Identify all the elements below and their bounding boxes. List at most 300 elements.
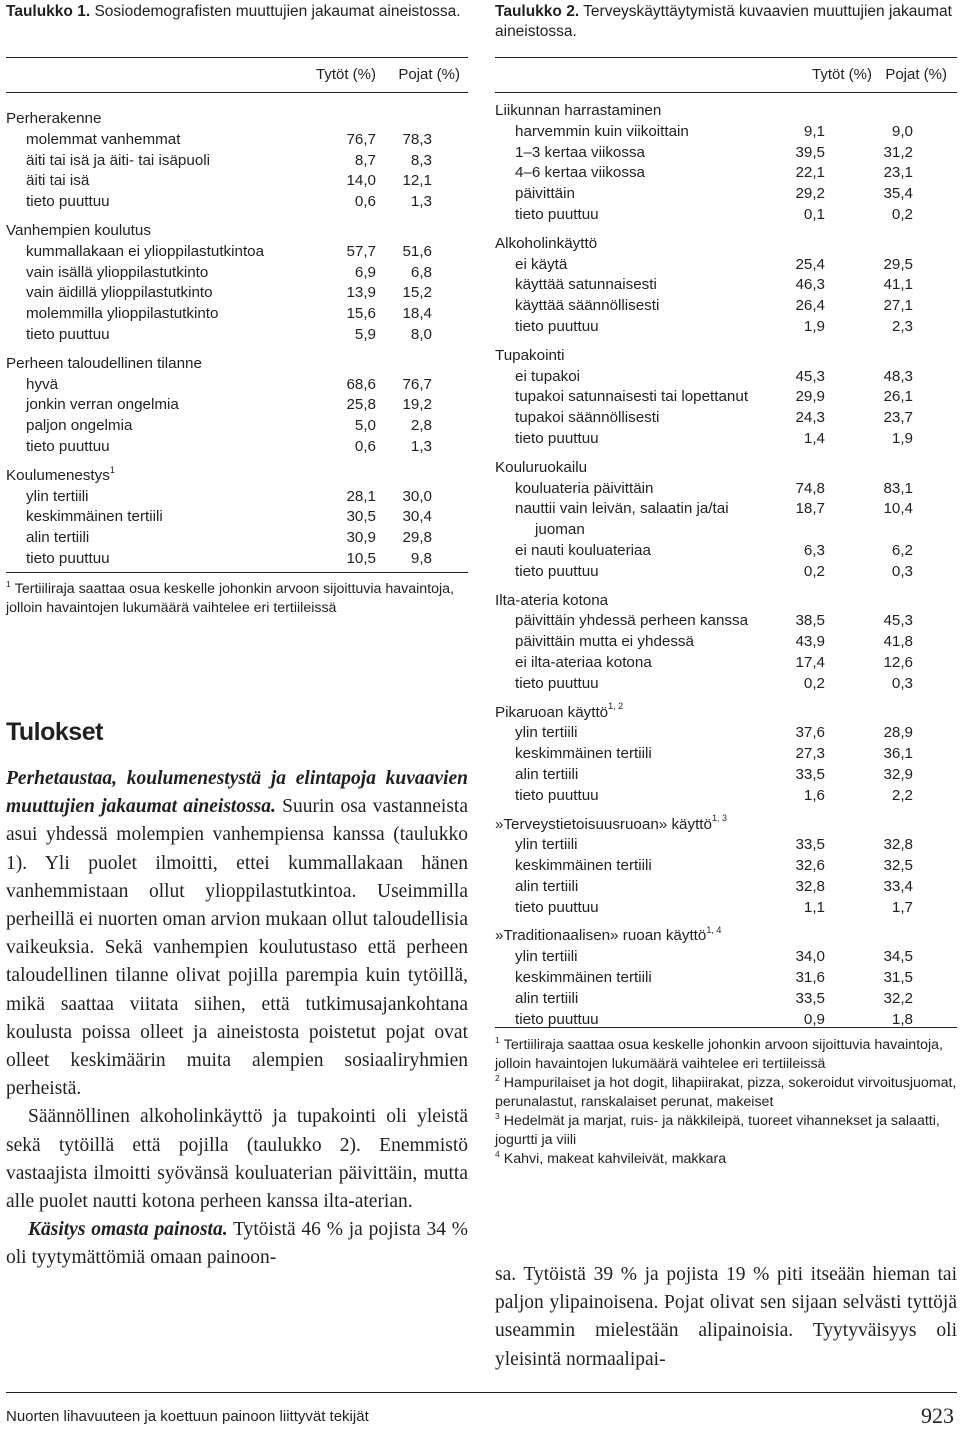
- row-label-text: tieto puuttuu: [515, 205, 599, 223]
- table-row: [6, 283, 468, 304]
- table-row: [6, 416, 468, 437]
- row-label: [6, 242, 468, 263]
- row-label: [495, 674, 957, 695]
- row-label: [6, 151, 468, 172]
- boys-value: 15,2: [402, 284, 432, 302]
- girls-value: 68,6: [346, 375, 376, 393]
- boys-value: 1,9: [891, 429, 913, 447]
- girls-value: 57,7: [346, 242, 376, 260]
- boys-value: 32,5: [883, 857, 913, 875]
- boys-value: 36,1: [883, 745, 913, 763]
- footnote-text: Hampurilaiset ja hot dogit, lihapiirakat, pizza, sokeroidut virvoitusjuomat, perunalastut, ranskalaiset perunat, makeiset: [495, 1075, 957, 1110]
- girls-value: 17,4: [795, 653, 825, 671]
- table-group: [495, 703, 957, 807]
- row-label-text: ylin tertiili: [515, 724, 578, 742]
- boys-value: 51,6: [402, 242, 432, 260]
- row-label-text: 1–3 kertaa viikossa: [515, 143, 646, 161]
- table-row: [495, 653, 957, 674]
- table-row: [495, 408, 957, 429]
- footnote-mark: 4: [495, 1149, 500, 1160]
- table1-body: [6, 109, 468, 578]
- table2-caption: [495, 2, 957, 42]
- row-label-text: tupakoi satunnaisesti tai lopettanut: [515, 388, 749, 406]
- footnote-mark: 1, 3: [711, 813, 727, 824]
- row-label-text: äiti tai isä ja äiti- tai isäpuoli: [26, 151, 211, 169]
- boys-value: 0,2: [891, 205, 913, 223]
- table-group: [495, 926, 957, 1030]
- girls-value: 5,0: [354, 417, 376, 435]
- row-label-text: ei käytä: [515, 255, 568, 273]
- paragraph-3-text: Tytöistä 46 % ja pojista 34 % oli tyytymättömiä omaan painoon-: [6, 1219, 468, 1269]
- group-title: [495, 815, 957, 836]
- girls-value: 6,9: [354, 263, 376, 281]
- row-label-text: tieto puuttuu: [515, 898, 599, 916]
- row-label-text: paljon ongelmia: [26, 417, 133, 435]
- row-label: [495, 429, 957, 450]
- row-label-text: ei tupakoi: [515, 367, 581, 385]
- boys-value: 29,5: [883, 255, 913, 273]
- row-label-text: ylin tertiili: [515, 948, 578, 966]
- table-row: [495, 184, 957, 205]
- table-row: [6, 549, 468, 570]
- girls-value: 25,4: [795, 255, 825, 273]
- table-group: [495, 815, 957, 919]
- row-label-text: tieto puuttuu: [515, 562, 599, 580]
- row-label-text: tieto puuttuu: [515, 786, 599, 804]
- table-row: [6, 130, 468, 151]
- row-label: [495, 562, 957, 583]
- row-label-text: keskimmäinen tertiili: [515, 745, 652, 763]
- row-label-text: jonkin verran ongelmia: [26, 396, 179, 414]
- row-label-text: ei nauti kouluateriaa: [515, 541, 651, 559]
- boys-value: 30,0: [402, 487, 432, 505]
- boys-value: 28,9: [883, 724, 913, 742]
- row-label: [6, 130, 468, 151]
- table2-footnotes: [495, 1036, 957, 1169]
- row-label-text: ei ilta-ateriaa kotona: [515, 653, 652, 671]
- boys-value: 0,3: [891, 674, 913, 692]
- boys-value: 19,2: [402, 396, 432, 414]
- table2-label: Taulukko 2.: [495, 3, 580, 20]
- boys-value: 35,4: [883, 185, 913, 203]
- table-row: [495, 611, 957, 632]
- running-title: Nuorten lihavuuteen ja koettuun painoon liittyvät tekijät: [6, 1408, 369, 1425]
- table-row: [6, 325, 468, 346]
- row-label-text: alin tertiili: [515, 989, 579, 1007]
- table-group: [6, 221, 468, 346]
- paragraph-2: Säännöllinen alkoholinkäyttö ja tupakointi oli yleistä sekä tytöillä että pojilla (taulukko 2). Enemmistö vastaajista ilmoitti syövänsä kouluaterian päivittäin, mutta alle puolet nautti kotona perheen kanssa ilta-aterian.: [6, 1106, 468, 1213]
- row-label: [6, 507, 468, 528]
- girls-value: 30,9: [346, 529, 376, 547]
- girls-value: 10,5: [346, 549, 376, 567]
- paragraph-1: [6, 765, 468, 1103]
- footnote-text: Tertiiliraja saattaa osua keskelle johonkin arvoon sijoittuvia havaintoja, jolloin havaintojen lukumäärä vaihtelee eri tertiileissä: [6, 581, 455, 616]
- table-row: [495, 786, 957, 807]
- boys-value: 9,0: [891, 122, 913, 140]
- table2-top-rule: [495, 57, 957, 58]
- table-row: [495, 367, 957, 388]
- boys-value: 2,2: [891, 786, 913, 804]
- boys-value: 41,8: [883, 633, 913, 651]
- table-row: [495, 856, 957, 877]
- table-row: [495, 143, 957, 164]
- row-label-text: kummallakaan ei ylioppilastutkintoa: [26, 242, 265, 260]
- girls-value: 1,6: [803, 786, 825, 804]
- row-label-text: äiti tai isä: [26, 172, 90, 190]
- girls-value: 34,0: [795, 948, 825, 966]
- table2-body: [495, 101, 957, 1038]
- table-row: [495, 122, 957, 143]
- table2-header-boys: Pojat (%): [885, 66, 947, 83]
- girls-value: 37,6: [795, 724, 825, 742]
- row-label-text: ylin tertiili: [26, 487, 89, 505]
- row-label-text: tieto puuttuu: [26, 325, 110, 343]
- row-label-text: päivittäin mutta ei yhdessä: [515, 633, 694, 651]
- table1-top-rule: [6, 57, 468, 58]
- girls-value: 5,9: [354, 325, 376, 343]
- girls-value: 29,9: [795, 388, 825, 406]
- girls-value: 45,3: [795, 367, 825, 385]
- table-row: [495, 296, 957, 317]
- table-group: [6, 354, 468, 458]
- table-row: [495, 541, 957, 562]
- table-row: [6, 192, 468, 213]
- row-label-text: keskimmäinen tertiili: [515, 857, 652, 875]
- girls-value: 39,5: [795, 143, 825, 161]
- group-title-text: Kouluruokailu: [495, 458, 588, 476]
- table-group: [495, 458, 957, 583]
- boys-value: 48,3: [883, 367, 913, 385]
- boys-value: 9,8: [410, 549, 432, 567]
- row-label-text: molemmilla ylioppilastutkinto: [26, 305, 219, 323]
- boys-value: 8,3: [410, 151, 432, 169]
- row-label: [6, 283, 468, 304]
- footnote-mark: 1, 2: [608, 701, 624, 712]
- paragraph-3: [6, 1216, 468, 1272]
- table-row: [6, 395, 468, 416]
- girls-value: 1,1: [803, 898, 825, 916]
- footnote: [6, 580, 468, 618]
- group-title: [6, 221, 468, 242]
- table-row: [6, 528, 468, 549]
- table1-header-boys: Pojat (%): [398, 66, 460, 83]
- group-title-text: Vanhempien koulutus: [6, 221, 151, 239]
- row-label-text: päivittäin: [515, 185, 575, 203]
- table-row: [6, 263, 468, 284]
- group-title: [495, 346, 957, 367]
- row-label-text: tieto puuttuu: [515, 317, 599, 335]
- girls-value: 76,7: [346, 130, 376, 148]
- table-group: [495, 346, 957, 450]
- footnote-mark: 1: [109, 464, 115, 475]
- girls-value: 0,9: [803, 1010, 825, 1028]
- row-label: [495, 317, 957, 338]
- table-row: [495, 723, 957, 744]
- row-label: [495, 541, 957, 562]
- row-label: [6, 416, 468, 437]
- girls-value: 0,2: [803, 562, 825, 580]
- girls-value: 31,6: [795, 969, 825, 987]
- girls-value: 0,1: [803, 205, 825, 223]
- girls-value: 46,3: [795, 276, 825, 294]
- boys-value: 10,4: [883, 500, 913, 518]
- row-label: [6, 375, 468, 396]
- boys-value: 1,7: [891, 898, 913, 916]
- table-row: [495, 275, 957, 296]
- row-label-text: keskimmäinen tertiili: [515, 969, 652, 987]
- footnote-mark: 3: [495, 1111, 500, 1122]
- boys-value: 26,1: [883, 388, 913, 406]
- girls-value: 74,8: [795, 479, 825, 497]
- table-group: [495, 234, 957, 338]
- girls-value: 32,8: [795, 877, 825, 895]
- page-number: 923: [921, 1403, 954, 1428]
- girls-value: 25,8: [346, 396, 376, 414]
- row-label-text: kouluateria päivittäin: [515, 479, 654, 497]
- article-body-left: [6, 765, 468, 1273]
- row-label: [6, 171, 468, 192]
- paragraph-continuation: sa. Tytöistä 39 % ja pojista 19 % piti itseään hieman tai paljon ylipainoisena. Pojat olivat sen sijaan selvästi tyttöjä useammin mielestään alipainoisia. Tyytyväisyys oli yleisintä normaalipai-: [495, 1264, 957, 1370]
- boys-value: 32,9: [883, 765, 913, 783]
- girls-value: 28,1: [346, 487, 376, 505]
- girls-value: 0,6: [354, 193, 376, 211]
- paragraph-1-lead: Perhetaustaa, koulumenestystä ja elintapoja kuvaavien muuttujien jakaumat aineistossa.: [6, 768, 468, 818]
- row-label-text: hyvä: [26, 375, 59, 393]
- girls-value: 1,9: [803, 317, 825, 335]
- table-row: [495, 989, 957, 1010]
- row-label-text: 4–6 kertaa viikossa: [515, 164, 646, 182]
- table-row: [495, 387, 957, 408]
- girls-value: 15,6: [346, 305, 376, 323]
- row-label-text: ylin tertiili: [515, 836, 578, 854]
- table-row: [495, 429, 957, 450]
- boys-value: 78,3: [402, 130, 432, 148]
- table-row: [495, 877, 957, 898]
- group-title-text: Ilta-ateria kotona: [495, 591, 609, 609]
- boys-value: 1,3: [410, 193, 432, 211]
- girls-value: 38,5: [795, 612, 825, 630]
- girls-value: 18,7: [795, 500, 825, 518]
- table2-header-girls: Tytöt (%): [811, 66, 872, 83]
- row-label-text: tieto puuttuu: [26, 437, 110, 455]
- row-label-text: tieto puuttuu: [515, 674, 599, 692]
- boys-value: 76,7: [402, 375, 432, 393]
- row-label: [6, 395, 468, 416]
- footnote-mark: 1: [6, 579, 11, 590]
- group-title: [495, 458, 957, 479]
- boys-value: 6,8: [410, 263, 432, 281]
- paragraph-3-lead: Käsitys omasta painosta.: [28, 1219, 228, 1241]
- group-title-text: Tupakointi: [495, 346, 565, 364]
- girls-value: 30,5: [346, 508, 376, 526]
- group-title: [495, 591, 957, 612]
- boys-value: 41,1: [883, 276, 913, 294]
- table-row: [495, 163, 957, 184]
- table2-header: [495, 66, 957, 86]
- table-row: [495, 562, 957, 583]
- table2-header-rule: [495, 92, 957, 93]
- footer-rule: [6, 1392, 957, 1393]
- footnote-text: Hedelmät ja marjat, ruis- ja näkkileipä, tuoreet vihannekset ja salaatti, jogurtti ja viili: [495, 1113, 940, 1148]
- boys-value: 83,1: [883, 479, 913, 497]
- footnote-mark: 2: [495, 1073, 500, 1084]
- footnote: [495, 1150, 957, 1169]
- group-title: [495, 703, 957, 724]
- table-row: [495, 744, 957, 765]
- table-row: [495, 765, 957, 786]
- row-label-text: käyttää säännöllisesti: [515, 297, 660, 315]
- girls-value: 26,4: [795, 297, 825, 315]
- table-row: [495, 255, 957, 276]
- boys-value: 18,4: [402, 305, 432, 323]
- table2-caption-text: Terveyskäyttäytymistä kuvaavien muuttujien jakaumat aineistossa.: [495, 3, 952, 40]
- table1-caption-text: Sosiodemografisten muuttujien jakaumat aineistossa.: [94, 3, 461, 20]
- row-label-text: tieto puuttuu: [515, 429, 599, 447]
- table-group: [6, 109, 468, 213]
- group-title-text: Perherakenne: [6, 110, 102, 127]
- table-row: [495, 968, 957, 989]
- table-row: [6, 171, 468, 192]
- boys-value: 1,8: [891, 1010, 913, 1028]
- boys-value: 2,8: [410, 417, 432, 435]
- table1-footnotes: [6, 580, 468, 618]
- girls-value: 43,9: [795, 633, 825, 651]
- row-label-text: harvemmin kuin viikoittain: [515, 122, 689, 140]
- row-label-text: alin tertiili: [515, 877, 579, 895]
- girls-value: 33,5: [795, 989, 825, 1007]
- boys-value: 27,1: [883, 297, 913, 315]
- group-title: [6, 466, 468, 487]
- boys-value: 23,7: [883, 409, 913, 427]
- table-row: [6, 487, 468, 508]
- girls-value: 6,3: [803, 541, 825, 559]
- row-label-continuation: juoman: [535, 521, 585, 539]
- table2-bottom-rule: [495, 1027, 957, 1028]
- row-label: [495, 898, 957, 919]
- girls-value: 8,7: [354, 151, 376, 169]
- table-group: [6, 466, 468, 570]
- girls-value: 1,4: [803, 429, 825, 447]
- footnote-text: Tertiiliraja saattaa osua keskelle johonkin arvoon sijoittuvia havaintoja, jolloin havaintojen lukumäärä vaihtelee eri tertiileissä: [495, 1037, 944, 1072]
- table1-bottom-rule: [6, 572, 468, 573]
- table-row: [495, 674, 957, 695]
- table1-label: Taulukko 1.: [6, 3, 91, 20]
- girls-value: 29,2: [795, 185, 825, 203]
- girls-value: 24,3: [795, 409, 825, 427]
- footnote-text: Kahvi, makeat kahvileivät, makkara: [503, 1151, 727, 1167]
- row-label: [495, 122, 957, 143]
- table-row: [495, 835, 957, 856]
- boys-value: 1,3: [410, 437, 432, 455]
- group-title: [495, 234, 957, 255]
- boys-value: 29,8: [402, 529, 432, 547]
- boys-value: 31,2: [883, 143, 913, 161]
- row-label-text: vain äidillä ylioppilastutkinto: [26, 284, 213, 302]
- table-row: [495, 947, 957, 968]
- boys-value: 6,2: [891, 541, 913, 559]
- girls-value: 9,1: [803, 122, 825, 140]
- table-group: [495, 591, 957, 695]
- table-row: [495, 205, 957, 226]
- table-row: [6, 304, 468, 325]
- row-label: [495, 205, 957, 226]
- row-label-text: tieto puuttuu: [26, 549, 110, 567]
- boys-value: 23,1: [883, 164, 913, 182]
- table-row: [6, 437, 468, 458]
- footnote-mark: 1, 4: [706, 925, 722, 936]
- table-row: [6, 151, 468, 172]
- boys-value: 31,5: [883, 969, 913, 987]
- group-title: [495, 101, 957, 122]
- table-row: [6, 242, 468, 263]
- girls-value: 14,0: [346, 172, 376, 190]
- table-row: [6, 375, 468, 396]
- table-row: [495, 317, 957, 338]
- footnote-mark: 1: [495, 1035, 500, 1046]
- group-title-text: »Traditionaalisen» ruoan käyttö: [495, 927, 707, 945]
- row-label-text: alin tertiili: [515, 765, 579, 783]
- boys-value: 2,3: [891, 317, 913, 335]
- group-title-text: Alkoholinkäyttö: [495, 234, 598, 252]
- table-row: [6, 507, 468, 528]
- table-group: [495, 101, 957, 226]
- boys-value: 12,6: [883, 653, 913, 671]
- table-row: [495, 632, 957, 653]
- row-label-text: tupakoi säännöllisesti: [515, 409, 660, 427]
- footnote: [495, 1036, 957, 1074]
- boys-value: 8,0: [410, 325, 432, 343]
- group-title: [6, 354, 468, 375]
- row-label-text: vain isällä ylioppilastutkinto: [26, 263, 209, 281]
- row-label: [6, 192, 468, 213]
- table-row: [495, 479, 957, 500]
- row-label: [6, 549, 468, 570]
- table1-header: [6, 66, 468, 86]
- row-label-text: tieto puuttuu: [26, 193, 110, 211]
- girls-value: 13,9: [346, 284, 376, 302]
- row-label-text: käyttää satunnaisesti: [515, 276, 657, 294]
- group-title-text: »Terveystietoisuusruoan» käyttö: [495, 815, 712, 833]
- table1-caption: [6, 2, 468, 22]
- row-label: [495, 786, 957, 807]
- boys-value: 34,5: [883, 948, 913, 966]
- girls-value: 22,1: [795, 164, 825, 182]
- row-label: [6, 263, 468, 284]
- girls-value: 33,5: [795, 765, 825, 783]
- group-title-text: Pikaruoan käyttö: [495, 703, 609, 721]
- row-label-text: nauttii vain leivän, salaatin ja/tai: [515, 500, 729, 518]
- girls-value: 27,3: [795, 745, 825, 763]
- girls-value: 33,5: [795, 836, 825, 854]
- boys-value: 12,1: [402, 172, 432, 190]
- row-label: [6, 304, 468, 325]
- section-heading: Tulokset: [6, 718, 103, 746]
- boys-value: 32,8: [883, 836, 913, 854]
- girls-value: 32,6: [795, 857, 825, 875]
- article-body-right: [495, 1261, 957, 1374]
- table1-header-rule: [6, 92, 468, 93]
- footnote: [495, 1112, 957, 1150]
- row-label-text: keskimmäinen tertiili: [26, 508, 163, 526]
- row-label: [6, 487, 468, 508]
- boys-value: 30,4: [402, 508, 432, 526]
- row-label-text: tieto puuttuu: [515, 1010, 599, 1028]
- row-label: [6, 528, 468, 549]
- paragraph-1-text: Suurin osa vastanneista asui yhdessä molempien vanhempiensa kanssa (taulukko 1). Yli puolet ilmoitti, ettei kummallakaan hänen vanhemmistaan ollut ylioppilastutkintoa. Useimmilla perheillä ei nuorten oman arvion mukaan ollut taloudellisia vaikeuksia. Sekä vanhempien koulutustaso että perheen taloudellinen tilanne olivat pojilla parempia kuin tytöillä, mikä saattaa viitata siihen, että tutkimusajankohtana koulusta poissa olleet ja aineistosta poistetut pojat ovat olleet keskimäärin muita alempien sosiaaliryhmien perheistä.: [6, 796, 468, 1100]
- table-row: [495, 898, 957, 919]
- footnote: [495, 1074, 957, 1112]
- row-label: [6, 325, 468, 346]
